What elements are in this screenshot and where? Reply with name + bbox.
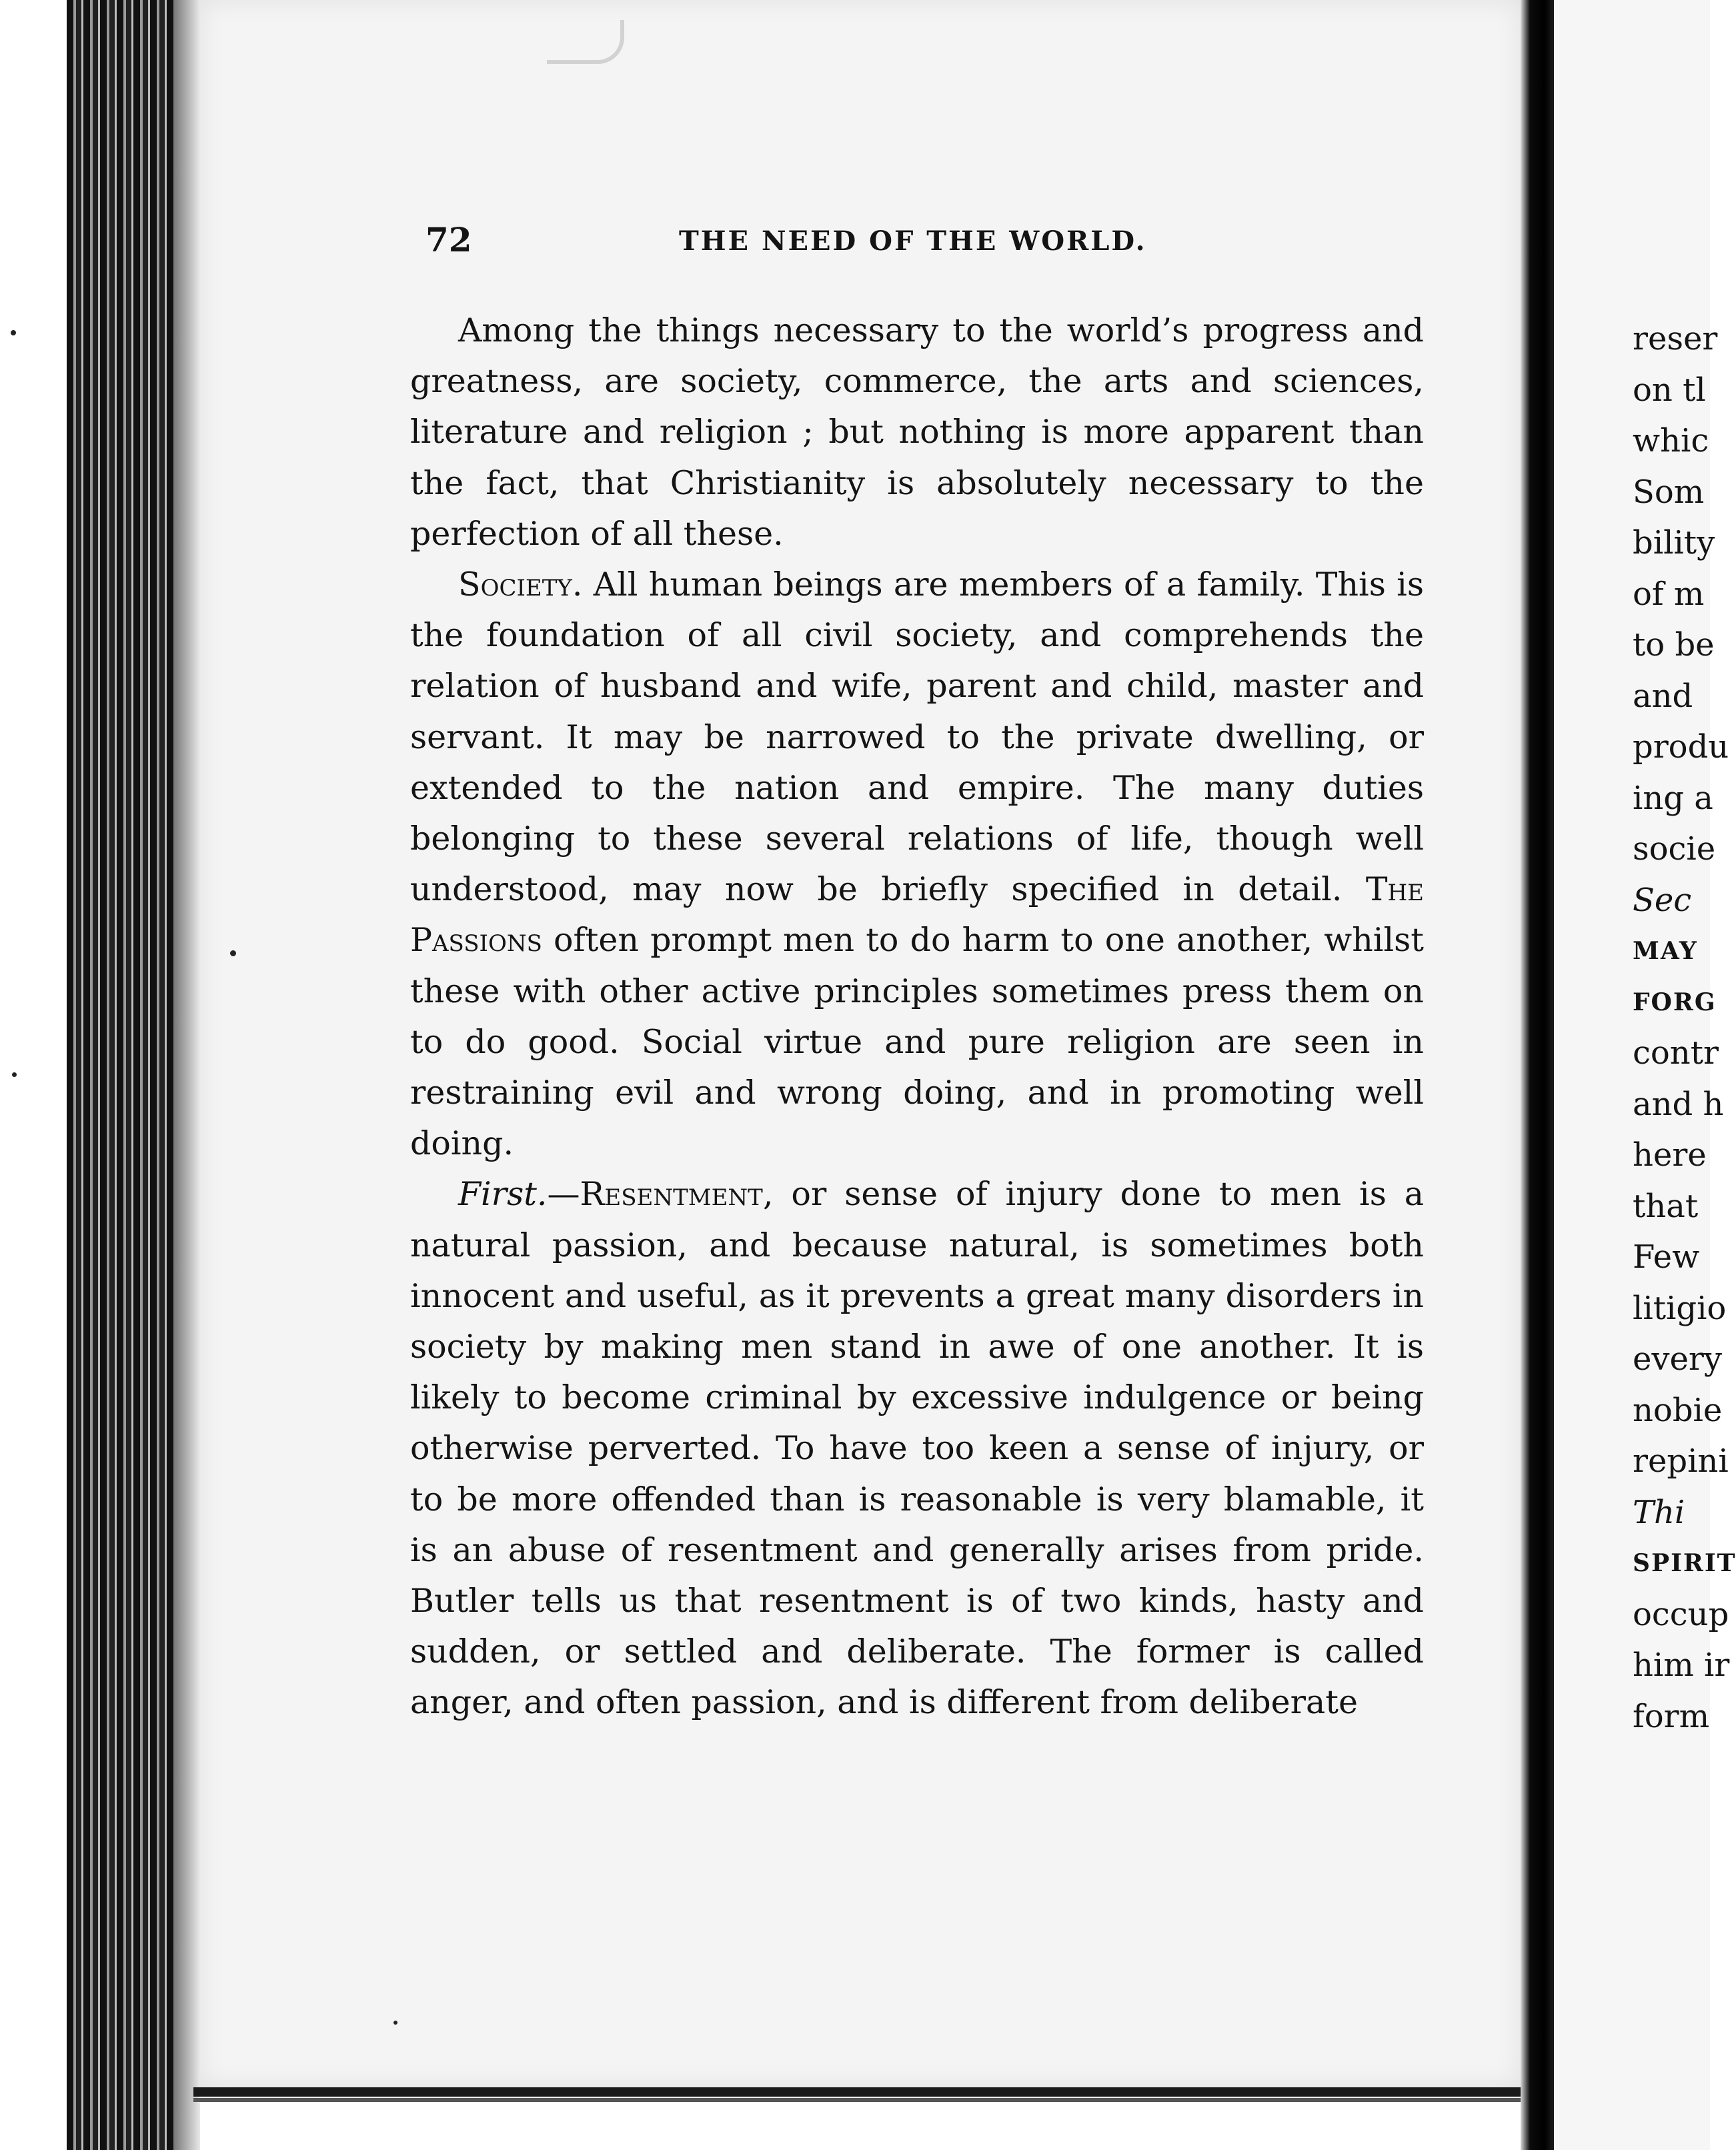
page-number: 72 (425, 220, 472, 259)
facing-page-line: bility (1633, 524, 1715, 562)
scan-speck (11, 330, 16, 335)
running-head (425, 220, 1419, 267)
facing-page-text-fragments (1633, 313, 1736, 1742)
body-text (410, 305, 1424, 1729)
facing-page-line: and (1633, 677, 1693, 715)
paragraph-text: The Passions (410, 870, 1424, 960)
scan-speck (12, 1072, 17, 1077)
paragraph-text: Among the things necessary to the world’s progress and greatness, are society, commerce, the arts and sciences, literature and religion ; but nothing is more apparent than the fact, that Christianity is absolutely necessary to the perfection of all these. (410, 311, 1424, 553)
facing-page-line: Few (1633, 1238, 1700, 1276)
facing-page-line: nobie (1633, 1391, 1723, 1429)
facing-page-line: form (1633, 1697, 1710, 1735)
facing-page-line: that (1633, 1187, 1699, 1225)
facing-page-line: to be (1633, 626, 1715, 664)
facing-page-line: every (1633, 1340, 1722, 1378)
facing-page-line: contr (1633, 1034, 1719, 1072)
paragraph-text: First. (458, 1175, 548, 1214)
facing-page-line: SPIRIT (1633, 1549, 1736, 1577)
facing-page-line: socie (1633, 830, 1716, 868)
facing-page-line: MAY (1633, 937, 1698, 965)
paragraph (410, 305, 1424, 560)
paragraph-text: Society. (458, 566, 583, 604)
running-title: THE NEED OF THE WORLD. (679, 225, 1147, 257)
paragraph-text: , or sense of injury done to men is a natural passion, and because natural, is sometimes both innocent and useful, as it prevents a great many disorders in society by making men stand in awe of one another. It is likely to become criminal by excessive indulgence or being otherwise perverted. To have too keen a sense of injury, or to be more offended than is reasonable is very blamable, it is an abuse of resentment and generally arises from pride. Butler tells us that resentment is of two kinds, hasty and sudden, or settled and deliberate. The former is called anger, and often passion, and is different from deliberate (410, 1175, 1424, 1722)
paragraph (410, 1169, 1424, 1728)
facing-page-line: Thi (1633, 1493, 1685, 1531)
facing-page-line: here (1633, 1136, 1707, 1174)
paragraph (410, 560, 1424, 1169)
paragraph-text: Resentment (580, 1175, 763, 1214)
facing-page-line: litigio (1633, 1289, 1727, 1327)
scan-speck (230, 950, 236, 956)
facing-page-line: occup (1633, 1595, 1729, 1633)
facing-page-line: repini (1633, 1442, 1729, 1480)
scan-speck (393, 2021, 397, 2025)
paragraph-text: All human beings are members of a family. This is the foundation of all civil society, and comprehends the relation of husband and wife, parent and child, master and servant. It may be narrowed to the private dwelling, or extended to the nation and empire. The many duties belonging to these several relations of life, though well understood, may now be briefly specified in detail. (410, 566, 1424, 909)
facing-page-line: reser (1633, 320, 1718, 357)
facing-page-line: and h (1633, 1085, 1724, 1123)
facing-page-line: FORG (1633, 988, 1717, 1016)
facing-page-line: on tl (1633, 371, 1706, 409)
paragraph-text: — (547, 1175, 580, 1214)
facing-page-line: Sec (1633, 881, 1692, 919)
paragraph-text: often prompt men to do harm to one another, whilst these with other active principles sometimes press them on to do good. Social virtue and pure religion are seen in restraining evil and wrong doing, and in promoting well doing. (410, 921, 1424, 1163)
facing-page-line: of m (1633, 575, 1705, 613)
facing-page-line: Som (1633, 473, 1705, 511)
facing-page-line: him ir (1633, 1647, 1730, 1684)
facing-page-line: produ (1633, 728, 1729, 766)
facing-page-line: ing a (1633, 779, 1713, 817)
facing-page-line: whic (1633, 422, 1709, 459)
